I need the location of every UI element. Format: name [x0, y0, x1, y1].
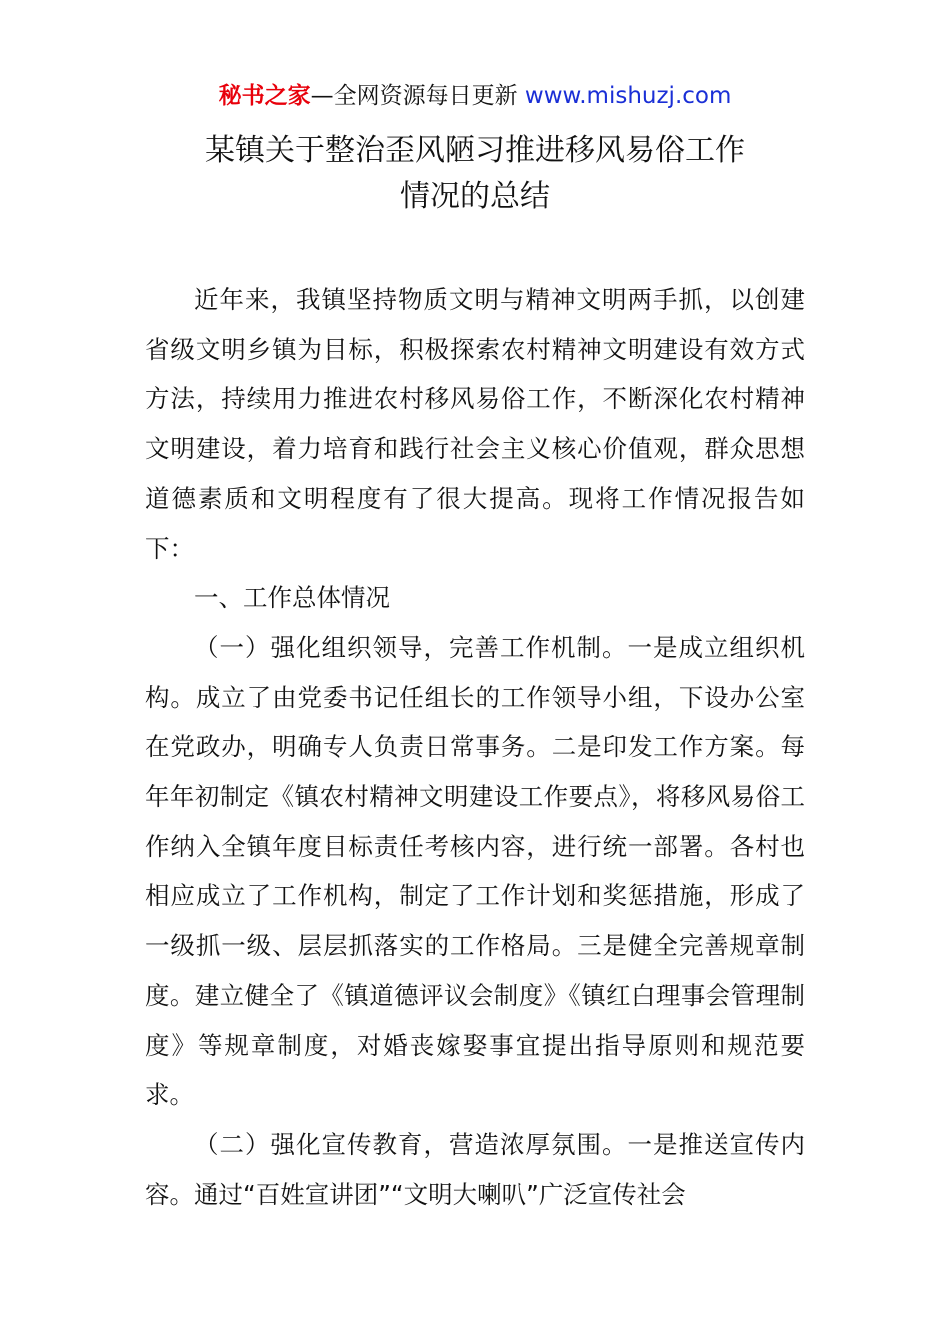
site-header	[0, 80, 950, 112]
title-line-1: 某镇关于整治歪风陋习推进移风易俗工作	[205, 133, 745, 168]
body-paragraph: （二）强化宣传教育，营造浓厚氛围。一是推送宣传内容。通过“百姓宣讲团”“文明大喇叭”广泛宣传社会	[145, 1129, 805, 1209]
document-title	[0, 128, 950, 220]
site-url-link[interactable]: www.mishuzj.com	[524, 83, 732, 109]
brand-name: 秘书之家	[218, 83, 311, 109]
body-paragraph: （一）强化组织领导，完善工作机制。一是成立组织机构。成立了由党委书记任组长的工作领导小组，下设办公室在党政办，明确专人负责日常事务。二是印发工作方案。每年年初制定《镇农村精神文明建设工作要点》，将移风易俗工作纳入全镇年度目标责任考核内容，进行统一部署。各村也相应成立了工作机构，制定了工作计划和奖惩措施，形成了一级抓一级、层层抓落实的工作格局。三是健全完善规章制度。建立健全了《镇道德评议会制度》《镇红白理事会管理制度》等规章制度，对婚丧嫁娶事宜提出指导原则和规范要求。	[145, 632, 805, 1110]
section-heading: 一、工作总体情况	[194, 583, 390, 613]
header-tagline: —全网资源每日更新	[310, 83, 525, 109]
intro-paragraph: 近年来，我镇坚持物质文明与精神文明两手抓，以创建省级文明乡镇为目标，积极探索农村精神文明建设有效方式方法，持续用力推进农村移风易俗工作，不断深化农村精神文明建设，着力培育和践行社会主义核心价值观，群众思想道德素质和文明程度有了很大提高。现将工作情况报告如下：	[145, 285, 805, 563]
title-line-2: 情况的总结	[400, 179, 550, 214]
document-body	[145, 275, 805, 1219]
